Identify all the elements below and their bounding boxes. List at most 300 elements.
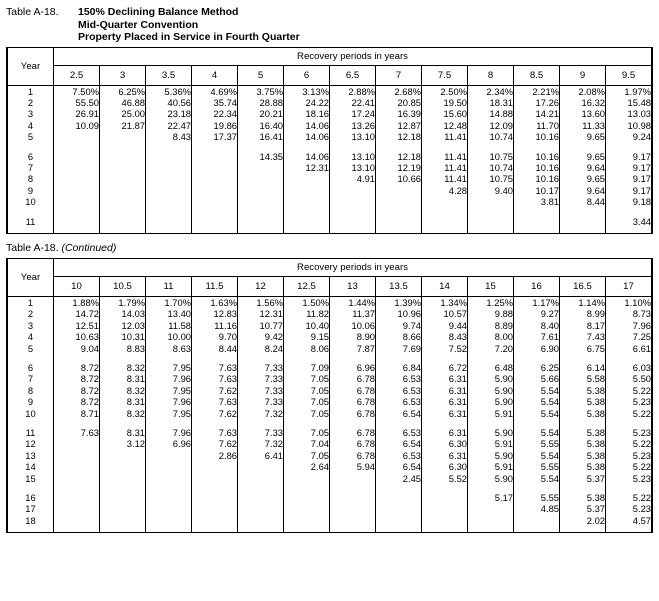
table2-cell: 5.38 xyxy=(560,492,606,503)
table1-cell: 5.36% xyxy=(146,85,192,97)
table1-header-row-span xyxy=(8,48,652,66)
table1-column-header-4: 4 xyxy=(192,65,238,85)
table2-head xyxy=(8,259,652,297)
table1-title-line-2: Mid-Quarter Convention xyxy=(78,18,199,31)
table1-year-cell: 7 xyxy=(8,162,54,173)
table-row xyxy=(8,320,652,331)
table2-cell: 6.30 xyxy=(422,461,468,472)
table1-cell: 11.41 xyxy=(422,173,468,184)
table1-year-cell: 2 xyxy=(8,97,54,108)
table2-column-header-12: 12 xyxy=(238,276,284,296)
table2-cell: 9.27 xyxy=(514,308,560,319)
table2-cell: 6.25 xyxy=(514,362,560,373)
table2-cell: 6.53 xyxy=(376,396,422,407)
table1-cell: 8.43 xyxy=(146,131,192,142)
table2-cell: 10.40 xyxy=(284,320,330,331)
table2-cell: 5.23 xyxy=(606,450,652,461)
table2-cell: 7.05 xyxy=(284,396,330,407)
table1-year-cell: 3 xyxy=(8,108,54,119)
table-bottom-spacer xyxy=(8,227,652,233)
table2-cell: 5.90 xyxy=(468,385,514,396)
table1-column-header-3.5: 3.5 xyxy=(146,65,192,85)
table1-cell: 9.65 xyxy=(560,173,606,184)
table2-cell: 5.91 xyxy=(468,438,514,449)
table2-title-block xyxy=(0,234,659,258)
table1-cell: 16.39 xyxy=(376,108,422,119)
table1-cell: 2.68% xyxy=(376,85,422,97)
table1-cell: 15.48 xyxy=(606,97,652,108)
table2-cell: 2.02 xyxy=(560,515,606,526)
table2-cell: 1.17% xyxy=(514,296,560,308)
table2-cell: 6.90 xyxy=(514,343,560,354)
table-row xyxy=(8,492,652,503)
table1-cell: 13.26 xyxy=(330,120,376,131)
table2-label: Table A-18. xyxy=(6,241,59,254)
table2-year-cell: 17 xyxy=(8,503,54,514)
table1-cell: 12.31 xyxy=(284,162,330,173)
table2-cell: 6.75 xyxy=(560,343,606,354)
table2-cell: 10.96 xyxy=(376,308,422,319)
table2-cell: 6.31 xyxy=(422,373,468,384)
table1-cell: 14.06 xyxy=(284,131,330,142)
table2-cell: 8.43 xyxy=(422,331,468,342)
table2-cell: 9.42 xyxy=(238,331,284,342)
row-group-spacer xyxy=(8,208,652,216)
table2-cell: 10.63 xyxy=(54,331,100,342)
table1-cell: 20.85 xyxy=(376,97,422,108)
table1-cell: 11.41 xyxy=(422,162,468,173)
table1-year-cell: 11 xyxy=(8,216,54,227)
table2-cell: 5.90 xyxy=(468,396,514,407)
table2-cell: 1.56% xyxy=(238,296,284,308)
table2-cell: 7.95 xyxy=(146,362,192,373)
table1-cell: 55.50 xyxy=(54,97,100,108)
table2-cell: 5.90 xyxy=(468,473,514,484)
table2-cell: 1.50% xyxy=(284,296,330,308)
table2-cell: 6.30 xyxy=(422,438,468,449)
table1-column-header-6: 6 xyxy=(284,65,330,85)
table2-cell: 6.03 xyxy=(606,362,652,373)
table-bottom-spacer xyxy=(8,526,652,532)
table-row xyxy=(8,503,652,514)
table2-cell: 6.31 xyxy=(422,427,468,438)
table2-cell: 5.38 xyxy=(560,450,606,461)
table-row xyxy=(8,308,652,319)
table2-column-header-13: 13 xyxy=(330,276,376,296)
table1-cell: 11.33 xyxy=(560,120,606,131)
table2-cell: 8.71 xyxy=(54,408,100,419)
table2-cell: 8.32 xyxy=(100,362,146,373)
table1-cell: 11.41 xyxy=(422,151,468,162)
table1-cell: 15.60 xyxy=(422,108,468,119)
table2-cell: 8.31 xyxy=(100,373,146,384)
table1-cell: 22.47 xyxy=(146,120,192,131)
table2-cell: 6.53 xyxy=(376,373,422,384)
table2-cell: 5.38 xyxy=(560,385,606,396)
table2-cell: 10.06 xyxy=(330,320,376,331)
table2-cell: 14.72 xyxy=(54,308,100,319)
table2-cell: 8.06 xyxy=(284,343,330,354)
table2-year-cell: 6 xyxy=(8,362,54,373)
table1-cell: 10.17 xyxy=(514,185,560,196)
table2-cell: 5.54 xyxy=(514,450,560,461)
table-row xyxy=(8,438,652,449)
table2-cell: 7.33 xyxy=(238,373,284,384)
table2-column-header-16: 16 xyxy=(514,276,560,296)
table2-column-header-10.5: 10.5 xyxy=(100,276,146,296)
table2-cell: 1.70% xyxy=(146,296,192,308)
table-row xyxy=(8,396,652,407)
table2-cell: 11.82 xyxy=(284,308,330,319)
row-group-spacer xyxy=(8,354,652,362)
table2-cell: 7.95 xyxy=(146,385,192,396)
table1-cell: 9.40 xyxy=(468,185,514,196)
table2-cell: 7.62 xyxy=(192,438,238,449)
table2-cell: 8.72 xyxy=(54,385,100,396)
table1-cell: 23.18 xyxy=(146,108,192,119)
table2-cell: 6.78 xyxy=(330,427,376,438)
table2-cell: 9.15 xyxy=(284,331,330,342)
table2-cell: 5.90 xyxy=(468,450,514,461)
table1-span-header: Recovery periods in years xyxy=(54,48,652,66)
table2-cell: 9.70 xyxy=(192,331,238,342)
table1-column-header-8.5: 8.5 xyxy=(514,65,560,85)
table2-cell: 9.74 xyxy=(376,320,422,331)
table1-cell: 10.16 xyxy=(514,131,560,142)
table2-year-cell: 2 xyxy=(8,308,54,319)
table-row xyxy=(8,473,652,484)
table-row xyxy=(8,373,652,384)
table1-column-header-3: 3 xyxy=(100,65,146,85)
table1-cell: 18.16 xyxy=(284,108,330,119)
table1-cell: 12.09 xyxy=(468,120,514,131)
table2-cell: 7.96 xyxy=(606,320,652,331)
table2-cell: 5.94 xyxy=(330,461,376,472)
table2-cell: 5.37 xyxy=(560,473,606,484)
table2-cell: 12.03 xyxy=(100,320,146,331)
table1-cell: 26.91 xyxy=(54,108,100,119)
table-row xyxy=(8,515,652,526)
table2-cell: 12.31 xyxy=(238,308,284,319)
table2-cell: 6.53 xyxy=(376,385,422,396)
table1-cell: 40.56 xyxy=(146,97,192,108)
table2-cell: 5.38 xyxy=(560,461,606,472)
table2-cell: 7.61 xyxy=(514,331,560,342)
table2-column-header-11.5: 11.5 xyxy=(192,276,238,296)
table2-year-cell: 14 xyxy=(8,461,54,472)
table2-cell: 7.96 xyxy=(146,373,192,384)
table2-cell: 6.78 xyxy=(330,373,376,384)
table2-cell: 7.05 xyxy=(284,373,330,384)
table1-cell: 14.06 xyxy=(284,151,330,162)
table2-cell: 5.54 xyxy=(514,385,560,396)
table2-frame xyxy=(6,258,653,533)
table2-cell: 6.96 xyxy=(330,362,376,373)
table1-column-header-9: 9 xyxy=(560,65,606,85)
table1-cell: 14.06 xyxy=(284,120,330,131)
table1-cell: 10.74 xyxy=(468,131,514,142)
table1-cell: 2.88% xyxy=(330,85,376,97)
table1-cell: 46.88 xyxy=(100,97,146,108)
table2-column-header-13.5: 13.5 xyxy=(376,276,422,296)
table2-cell: 4.85 xyxy=(514,503,560,514)
table-row xyxy=(8,120,652,131)
table2-cell: 5.50 xyxy=(606,373,652,384)
table2-cell: 7.95 xyxy=(146,408,192,419)
table2-column-header-15: 15 xyxy=(468,276,514,296)
table2-cell: 7.63 xyxy=(192,362,238,373)
table2-cell: 7.05 xyxy=(284,408,330,419)
table2-cell: 5.22 xyxy=(606,461,652,472)
table2-cell: 8.40 xyxy=(514,320,560,331)
table2-cell: 7.63 xyxy=(54,427,100,438)
table1-cell: 10.66 xyxy=(376,173,422,184)
table2-cell: 5.55 xyxy=(514,492,560,503)
table2-cell: 7.96 xyxy=(146,427,192,438)
table2-year-cell: 11 xyxy=(8,427,54,438)
table2-cell: 1.25% xyxy=(468,296,514,308)
table2-cell: 11.16 xyxy=(192,320,238,331)
table2-header-row-span xyxy=(8,259,652,277)
table2-cell: 1.88% xyxy=(54,296,100,308)
table2-cell: 6.31 xyxy=(422,385,468,396)
table1-cell: 13.10 xyxy=(330,131,376,142)
table2-cell: 5.90 xyxy=(468,427,514,438)
table2-year-cell: 16 xyxy=(8,492,54,503)
table1-cell: 3.13% xyxy=(284,85,330,97)
table2-cell: 7.96 xyxy=(146,396,192,407)
table1-cell: 11.41 xyxy=(422,131,468,142)
table1-cell: 9.65 xyxy=(560,151,606,162)
table2-cell: 8.72 xyxy=(54,362,100,373)
table1-cell: 14.88 xyxy=(468,108,514,119)
table2-year-cell: 13 xyxy=(8,450,54,461)
table2-cell: 5.58 xyxy=(560,373,606,384)
table2-cell: 5.22 xyxy=(606,408,652,419)
table1-cell: 13.10 xyxy=(330,162,376,173)
table2-year-cell: 3 xyxy=(8,320,54,331)
table2-cell: 6.78 xyxy=(330,438,376,449)
table2-cell: 5.23 xyxy=(606,396,652,407)
table2-cell: 14.03 xyxy=(100,308,146,319)
table2-cell: 13.40 xyxy=(146,308,192,319)
table1-year-cell: 4 xyxy=(8,120,54,131)
table1-year-cell: 10 xyxy=(8,196,54,207)
table2-cell: 8.32 xyxy=(100,408,146,419)
table1-cell: 2.08% xyxy=(560,85,606,97)
table2-year-cell: 1 xyxy=(8,296,54,308)
table1-cell: 9.17 xyxy=(606,185,652,196)
table2-cell: 7.33 xyxy=(238,362,284,373)
table2-cell: 10.57 xyxy=(422,308,468,319)
table1-frame xyxy=(6,47,653,234)
table2-cell: 7.32 xyxy=(238,438,284,449)
table1-cell: 21.87 xyxy=(100,120,146,131)
table2-cell: 7.05 xyxy=(284,427,330,438)
table1-title-block xyxy=(0,0,659,47)
table-row xyxy=(8,162,652,173)
table1-cell: 12.19 xyxy=(376,162,422,173)
table1-cell: 9.64 xyxy=(560,185,606,196)
table1-cell: 13.10 xyxy=(330,151,376,162)
table2-cell: 6.84 xyxy=(376,362,422,373)
table2-cell: 5.91 xyxy=(468,408,514,419)
table2-cell: 6.48 xyxy=(468,362,514,373)
table1-cell: 9.18 xyxy=(606,196,652,207)
table2-cell: 1.10% xyxy=(606,296,652,308)
table1-cell: 3.44 xyxy=(606,216,652,227)
table2-cell: 8.24 xyxy=(238,343,284,354)
table1-cell: 16.40 xyxy=(238,120,284,131)
table2-cell: 7.20 xyxy=(468,343,514,354)
table1-cell: 10.16 xyxy=(514,151,560,162)
table1-cell: 14.35 xyxy=(238,151,284,162)
table2-cell: 6.78 xyxy=(330,396,376,407)
table2-cell: 1.39% xyxy=(376,296,422,308)
table2-cell: 2.45 xyxy=(376,473,422,484)
row-group-spacer xyxy=(8,484,652,492)
table2-column-header-16.5: 16.5 xyxy=(560,276,606,296)
table2-cell: 5.37 xyxy=(560,503,606,514)
table2-cell: 5.23 xyxy=(606,427,652,438)
table2-cell: 9.04 xyxy=(54,343,100,354)
table2-cell: 1.79% xyxy=(100,296,146,308)
table2-year-header: Year xyxy=(8,259,54,297)
table2-cell: 7.09 xyxy=(284,362,330,373)
table2-cell: 7.32 xyxy=(238,408,284,419)
table2-cell: 7.05 xyxy=(284,450,330,461)
table2-cell: 5.55 xyxy=(514,438,560,449)
table1-cell: 12.87 xyxy=(376,120,422,131)
table2-cell: 8.73 xyxy=(606,308,652,319)
table-row xyxy=(8,151,652,162)
table1-column-header-6.5: 6.5 xyxy=(330,65,376,85)
table1-column-header-9.5: 9.5 xyxy=(606,65,652,85)
table1-cell: 12.18 xyxy=(376,131,422,142)
table1-cell: 19.86 xyxy=(192,120,238,131)
table-row xyxy=(8,97,652,108)
table2-cell: 7.52 xyxy=(422,343,468,354)
table1-cell: 13.60 xyxy=(560,108,606,119)
table2-cell: 6.31 xyxy=(422,408,468,419)
table2-cell: 10.77 xyxy=(238,320,284,331)
table2-cell: 11.58 xyxy=(146,320,192,331)
table1-year-cell: 6 xyxy=(8,151,54,162)
table2-cell: 7.33 xyxy=(238,385,284,396)
table1-cell: 9.17 xyxy=(606,173,652,184)
table1-cell: 4.28 xyxy=(422,185,468,196)
table2-cell: 9.88 xyxy=(468,308,514,319)
table-row xyxy=(8,85,652,97)
table1-cell: 3.75% xyxy=(238,85,284,97)
depreciation-table-2 xyxy=(7,259,652,532)
table2-year-cell: 9 xyxy=(8,396,54,407)
table1-cell: 35.74 xyxy=(192,97,238,108)
table2-cell: 6.54 xyxy=(376,461,422,472)
table1-cell: 16.41 xyxy=(238,131,284,142)
table2-cell: 7.69 xyxy=(376,343,422,354)
table2-year-cell: 5 xyxy=(8,343,54,354)
table1-cell: 7.50% xyxy=(54,85,100,97)
table1-year-cell: 5 xyxy=(8,131,54,142)
table1-cell: 10.74 xyxy=(468,162,514,173)
table2-cell: 5.22 xyxy=(606,385,652,396)
table-row xyxy=(8,173,652,184)
table2-cell: 7.63 xyxy=(192,396,238,407)
table2-cell: 7.33 xyxy=(238,427,284,438)
table1-year-cell: 9 xyxy=(8,185,54,196)
table1-head xyxy=(8,48,652,86)
table2-cell: 1.14% xyxy=(560,296,606,308)
table2-cell: 6.31 xyxy=(422,396,468,407)
table1-cell: 6.25% xyxy=(100,85,146,97)
table2-cell: 7.05 xyxy=(284,385,330,396)
table1-cell: 10.09 xyxy=(54,120,100,131)
table-row xyxy=(8,131,652,142)
table-row xyxy=(8,461,652,472)
table2-cell: 7.87 xyxy=(330,343,376,354)
table1-title-line-3: Property Placed in Service in Fourth Quarter xyxy=(78,31,300,43)
table2-cell: 2.64 xyxy=(284,461,330,472)
table2-cell: 5.54 xyxy=(514,408,560,419)
table2-cell: 7.63 xyxy=(192,373,238,384)
table2-cell: 5.22 xyxy=(606,438,652,449)
table2-cell: 1.63% xyxy=(192,296,238,308)
table2-year-cell: 7 xyxy=(8,373,54,384)
table2-cell: 6.53 xyxy=(376,450,422,461)
table1-cell: 8.44 xyxy=(560,196,606,207)
table2-cell: 5.17 xyxy=(468,492,514,503)
table1-cell: 18.31 xyxy=(468,97,514,108)
table2-cell: 6.96 xyxy=(146,438,192,449)
table-row xyxy=(8,427,652,438)
table-row xyxy=(8,108,652,119)
table-row xyxy=(8,331,652,342)
table1-cell: 19.50 xyxy=(422,97,468,108)
table2-cell: 8.00 xyxy=(468,331,514,342)
table2-cell: 1.34% xyxy=(422,296,468,308)
table2-cell: 6.14 xyxy=(560,362,606,373)
table1-column-header-2.5: 2.5 xyxy=(54,65,100,85)
table2-cell: 7.43 xyxy=(560,331,606,342)
table1-cell: 11.70 xyxy=(514,120,560,131)
table1-cell: 1.97% xyxy=(606,85,652,97)
table2-cell: 6.78 xyxy=(330,408,376,419)
table1-cell: 16.32 xyxy=(560,97,606,108)
table1-cell: 28.88 xyxy=(238,97,284,108)
table-row xyxy=(8,296,652,308)
table2-cell: 7.62 xyxy=(192,408,238,419)
table2-column-header-10: 10 xyxy=(54,276,100,296)
table2-cell: 1.44% xyxy=(330,296,376,308)
table1-cell: 25.00 xyxy=(100,108,146,119)
table2-cell: 8.99 xyxy=(560,308,606,319)
table1-column-header-5: 5 xyxy=(238,65,284,85)
table1-cell: 9.17 xyxy=(606,162,652,173)
table2-year-cell: 8 xyxy=(8,385,54,396)
table2-cell: 7.25 xyxy=(606,331,652,342)
table2-year-cell: 4 xyxy=(8,331,54,342)
table1-body xyxy=(8,85,652,233)
table2-cell: 6.78 xyxy=(330,450,376,461)
table2-cell: 5.38 xyxy=(560,438,606,449)
table-row xyxy=(8,408,652,419)
table2-cell: 5.23 xyxy=(606,503,652,514)
table2-cell: 6.54 xyxy=(376,438,422,449)
table2-cell: 6.54 xyxy=(376,408,422,419)
table2-cell: 6.61 xyxy=(606,343,652,354)
table1-cell: 10.75 xyxy=(468,151,514,162)
